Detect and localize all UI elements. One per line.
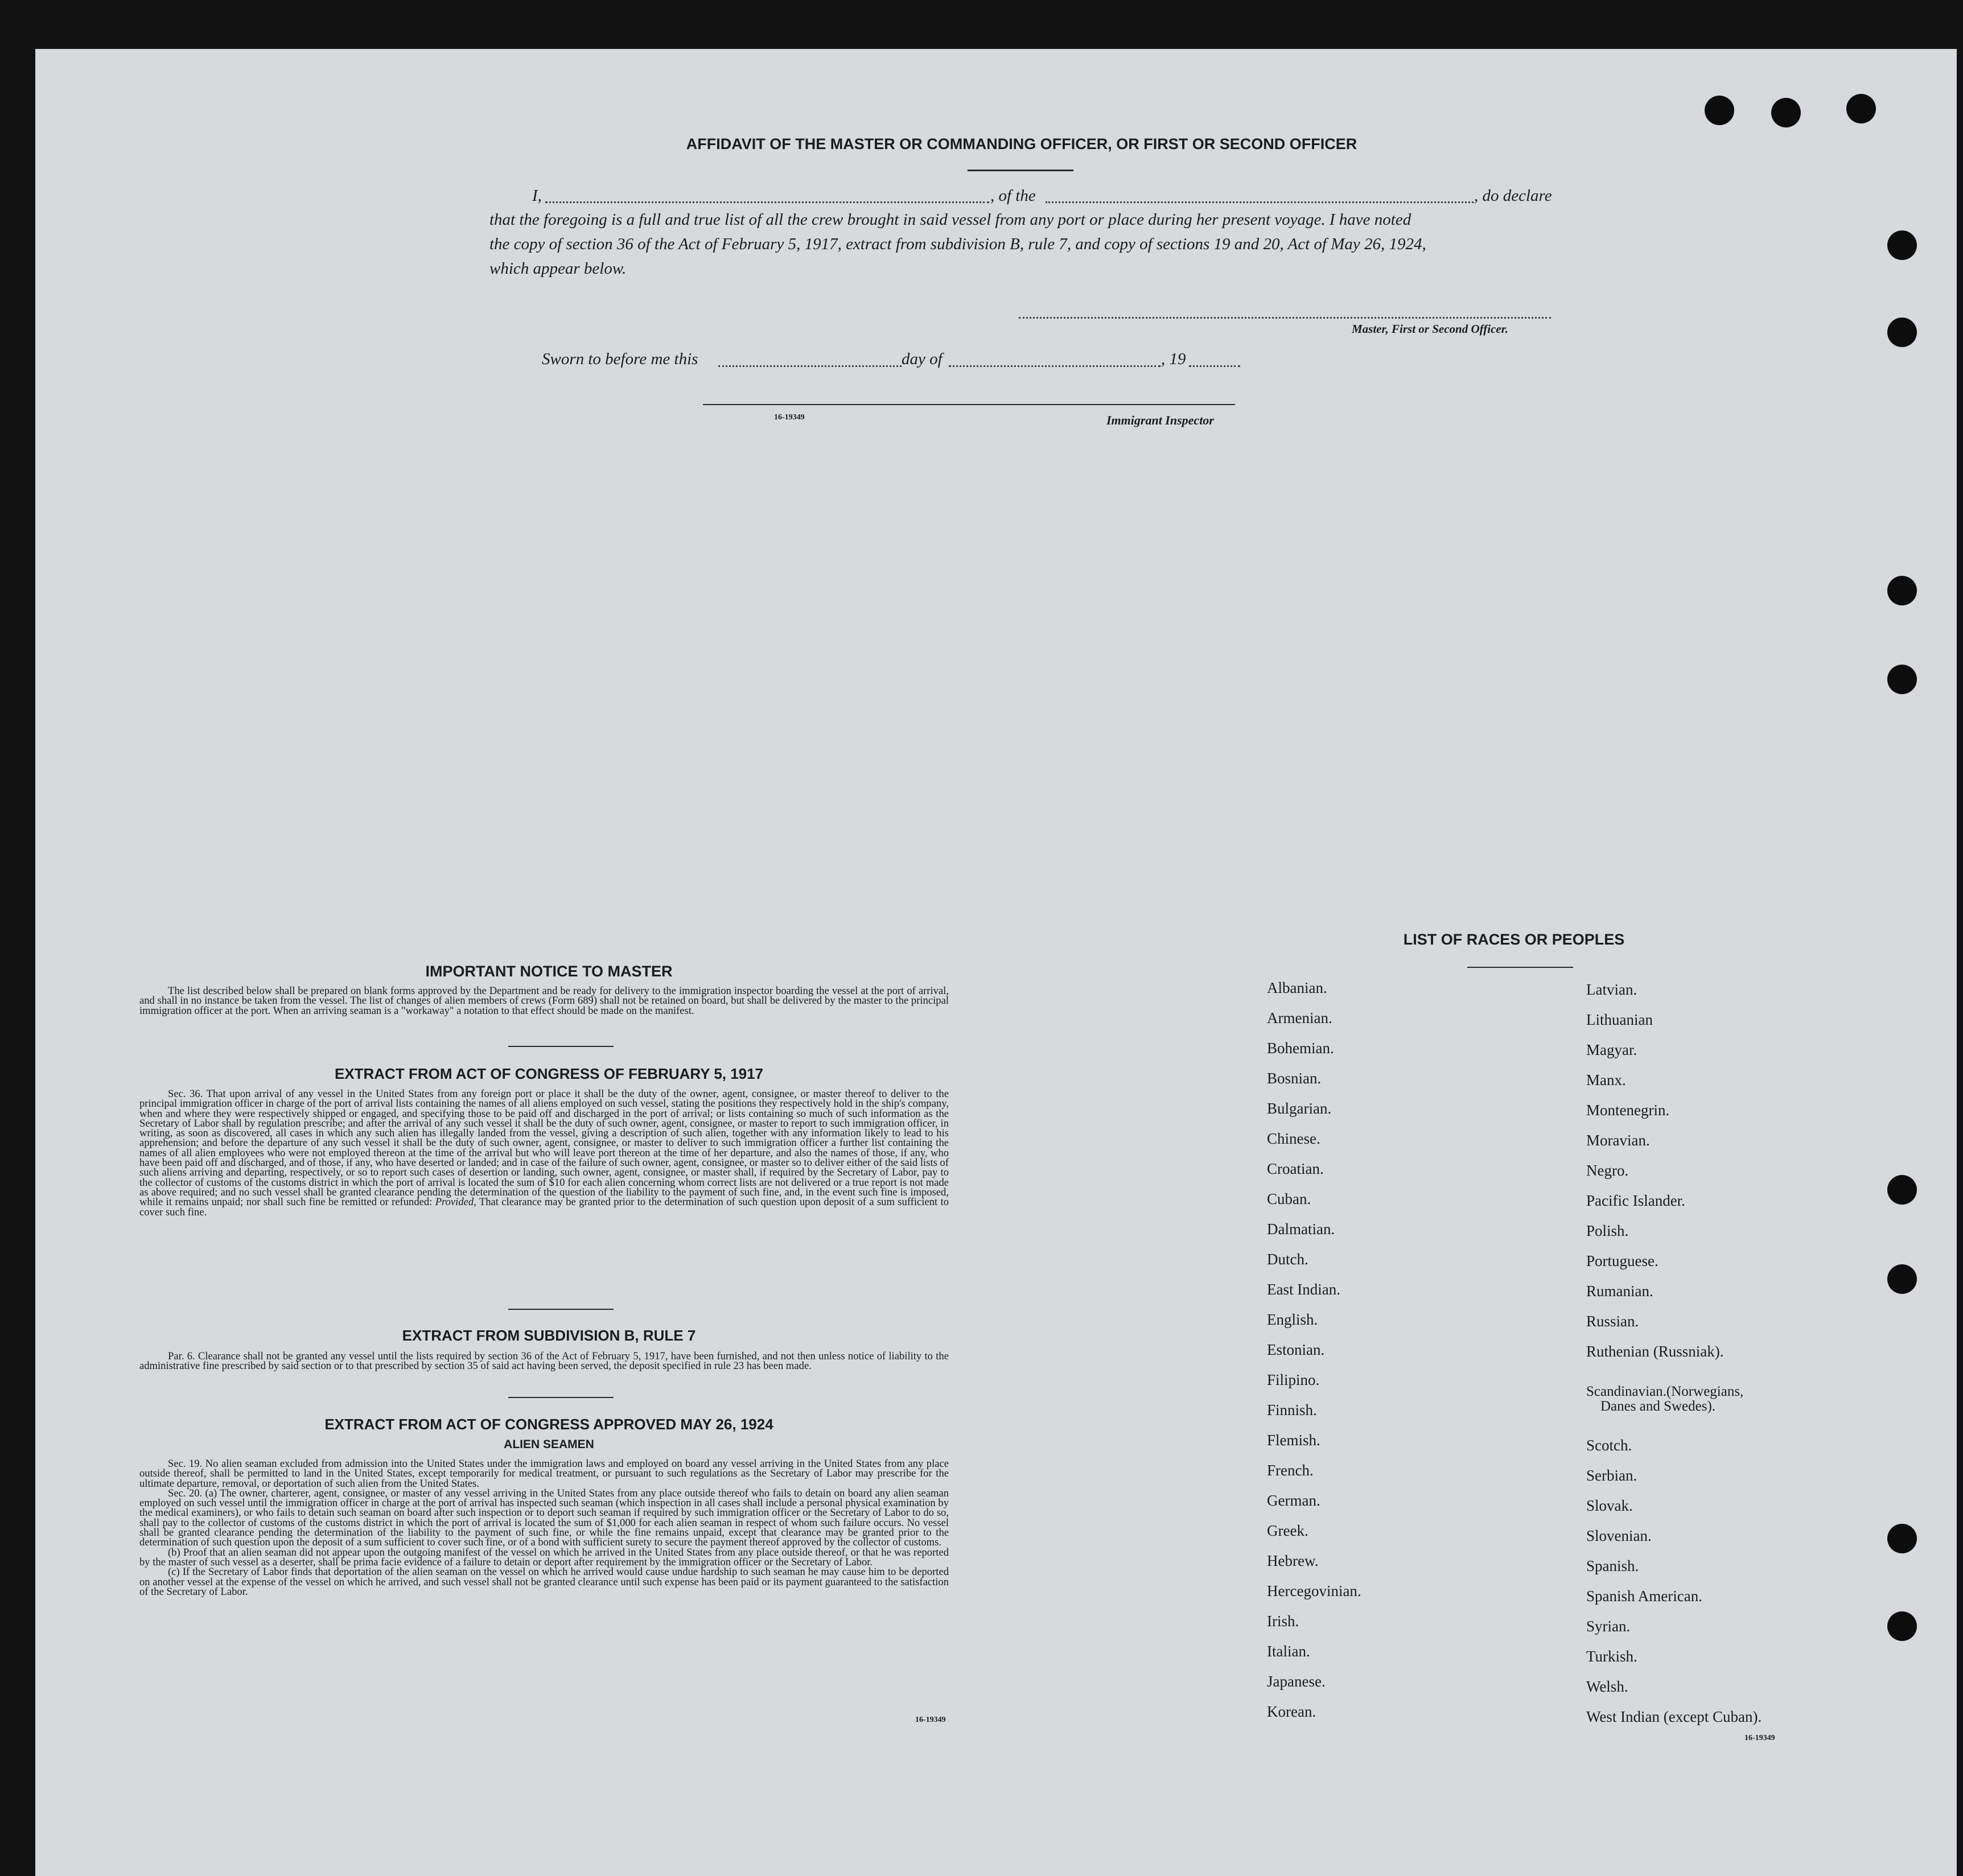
form-number-top: 16-19349: [774, 413, 805, 422]
race-item: Cuban.: [1267, 1190, 1311, 1207]
proviso-text: That clearance may be granted prior to the determination of such question upon deposit of a sum sufficient to cover such fine.: [139, 1196, 949, 1218]
sworn-year: , 19: [1161, 350, 1186, 368]
inspector-signature-line: [703, 404, 1235, 405]
race-item: Flemish.: [1267, 1432, 1320, 1449]
sworn-day-of: day of: [902, 350, 943, 368]
punch-hole: [1887, 1264, 1917, 1294]
race-item: Scotch.: [1586, 1437, 1632, 1454]
race-item: Turkish.: [1586, 1648, 1637, 1665]
race-item: Spanish.: [1586, 1557, 1639, 1574]
punch-hole: [1846, 94, 1876, 123]
punch-hole: [1887, 1611, 1917, 1641]
race-item: Rumanian.: [1586, 1283, 1653, 1300]
race-item: Serbian.: [1586, 1467, 1637, 1484]
race-item: Estonian.: [1267, 1341, 1325, 1358]
par-6-paragraph: Par. 6. Clearance shall not be granted any vessel until the lists required by section 36 of the Act of February 5, 1917, have been furnished, and not then unless notice of liability to the administrative fine prescribed by said section or to that prescribed by section 35 of said act having been served, the deposit specified in rule 23 has been made.: [139, 1350, 949, 1372]
race-item: Montenegrin.: [1586, 1102, 1670, 1119]
declaration-line-2: that the foregoing is a full and true list of all the crew brought in said vessel from any port or place during her present voyage. I have noted: [489, 211, 1411, 229]
inspector-label: Immigrant Inspector: [1106, 413, 1214, 427]
races-title: LIST OF RACES OR PEOPLES: [1403, 931, 1625, 948]
signature-blank: [1019, 317, 1551, 319]
section-divider: [508, 1397, 614, 1398]
declaration-line-3: the copy of section 36 of the Act of February 5, 1917, extract from subdivision B, rule 7, and copy of sections 19 and 20, Act of May 26, 1924,: [489, 235, 1426, 253]
sworn-month-blank: [949, 365, 1160, 367]
race-item: Pacific Islander.: [1586, 1192, 1685, 1209]
race-item: Bohemian.: [1267, 1040, 1334, 1057]
race-item: East Indian.: [1267, 1281, 1340, 1298]
race-item: Korean.: [1267, 1703, 1316, 1720]
race-item: Slovenian.: [1586, 1527, 1652, 1544]
punch-hole: [1771, 98, 1801, 127]
sworn-day-blank: [718, 365, 902, 367]
punch-hole: [1887, 1524, 1917, 1553]
notice-title: IMPORTANT NOTICE TO MASTER: [425, 963, 673, 980]
vessel-blank: [1046, 201, 1474, 203]
race-item: Polish.: [1586, 1222, 1629, 1239]
race-item: Slovak.: [1586, 1497, 1633, 1514]
race-item: Welsh.: [1586, 1678, 1628, 1695]
race-item: West Indian (except Cuban).: [1586, 1708, 1762, 1725]
sec-19-paragraph: Sec. 19. No alien seaman excluded from admission into the United States under the immigration laws and employed on board any vessel arriving in the United States from any place outside thereof, shall be permitted to land in the United States, except temporarily for medical treatment, or pursuant to such regulations as the Secretary of Labor may prescribe for the ultimate departure, removal, or deportation of such alien from the United States.: [139, 1458, 949, 1490]
sec-36-paragraph: [139, 1089, 949, 1217]
race-item: Hercegovinian.: [1267, 1582, 1361, 1599]
race-item: Russian.: [1586, 1313, 1639, 1330]
race-item: Hebrew.: [1267, 1552, 1319, 1569]
signature-label: Master, First or Second Officer.: [1352, 322, 1508, 336]
race-item: Bosnian.: [1267, 1070, 1322, 1087]
section-divider: [508, 1309, 614, 1310]
rule-7-text: [139, 1351, 949, 1371]
punch-hole: [1887, 318, 1917, 347]
race-item: Danes and Swedes).: [1600, 1399, 1716, 1414]
extract-1924-title: EXTRACT FROM ACT OF CONGRESS APPROVED MAY 26, 1924: [324, 1416, 773, 1433]
form-number-left: 16-19349: [915, 1716, 946, 1724]
notice-paragraph: The list described below shall be prepared on blank forms approved by the Department and be ready for delivery to the immigration inspector boarding the vessel at the port of arrival, and shall in no instance be taken from the vessel. The list of changes of alien members of crews (Form 689) shall not be retained on board, but shall be delivered by the master to the principal immigration officer at the port. When an arriving seaman is a "workaway" a notation to that effect should be made on the manifest.: [139, 985, 949, 1017]
declaration-of: , of the: [990, 187, 1036, 205]
punch-hole: [1887, 230, 1917, 260]
race-item: Irish.: [1267, 1613, 1299, 1630]
race-item: Chinese.: [1267, 1130, 1320, 1147]
race-item: Bulgarian.: [1267, 1100, 1332, 1117]
race-item: Armenian.: [1267, 1009, 1332, 1026]
race-item: Albanian.: [1267, 979, 1327, 996]
race-item: Magyar.: [1586, 1041, 1637, 1058]
race-item: Dalmatian.: [1267, 1221, 1335, 1238]
notice-text: [139, 986, 949, 1016]
race-item: Lithuanian: [1586, 1011, 1653, 1028]
declaration-i: I,: [532, 187, 542, 205]
race-item: German.: [1267, 1492, 1320, 1509]
punch-hole: [1887, 576, 1917, 605]
punch-hole: [1887, 1175, 1917, 1205]
race-item: Filipino.: [1267, 1371, 1320, 1388]
sworn-year-blank: [1189, 365, 1240, 367]
punch-hole: [1887, 665, 1917, 694]
form-number-right: 16-19349: [1744, 1734, 1775, 1742]
sec-20b-paragraph: (b) Proof that an alien seaman did not appear upon the outgoing manifest of the vessel on which he arrived in the United States from any place outside thereof, or that he was reported by the master of such vessel as a deserter, shall be prima facie evidence of a failure to detain or deport after requirement by the immigration officer or the Secretary of Labor.: [139, 1546, 949, 1568]
race-item: Negro.: [1586, 1162, 1629, 1179]
race-item: Greek.: [1267, 1522, 1308, 1539]
sec-36-text: Sec. 36. That upon arrival of any vessel in the United States from any foreign port or place it shall be the duty of the owner, agent, consignee, or master thereof to deliver to the principal immigration officer in charge of the port of arrival lists containing the names of all aliens employed on such vessel, stating the positions they respectively hold in the ship's company, when and where they were respectively shipped or engaged, and specifying those to be paid off and discharged in the port of arrival; or lists containing so much of such information as the Secretary of Labor shall by regulation prescribe; and after the arrival of any such vessel it shall be the duty of such owner, agent, consignee, or master to report to such immigration officer, in writing, as soon as discovered, all cases in which any such alien has illegally landed from the vessel, giving a description of such alien, together with any information likely to lead to his apprehension; and before the departure of any such vessel it shall be the duty of such owner, agent, consignee, or master to deliver to such immigration officer a further list containing the names of all alien employees who were not employed thereon at the time of the arrival but who will leave port thereon at the time of her departure, and also the names of those, if any, who have been paid off and discharged, and of those, if any, who have deserted or landed; and in case of the failure of such owner, agent, consignee, or master so to deliver either of the said lists of such aliens arriving and departing, respectively, or so to report such cases of desertion or landing, such owner, agent, consignee, or master shall, if required by the Secretary of Labor, pay to the collector of customs of the customs district in which the port of arrival is located the sum of $10 for each alien concerning whom correct lists are not delivered or a true report is not made as above required; and no such vessel shall be granted clearance pending the determination of the question of the liability to the payment of such fine, and, in the event such fine is imposed, while it remains unpaid; nor shall such fine be remitted or refunded:: [139, 1088, 949, 1209]
affidavit-title: AFFIDAVIT OF THE MASTER OR COMMANDING OFFICER, OR FIRST OR SECOND OFFICER: [686, 135, 1357, 152]
extract-1917-text: [139, 1089, 949, 1217]
declaration-line-4: which appear below.: [489, 259, 627, 278]
race-item: Japanese.: [1267, 1673, 1326, 1690]
sec-20a-paragraph: Sec. 20. (a) The owner, charterer, agent, consignee, or master of any vessel arriving in the United States from any place outside thereof who fails to detain on board any alien seaman employed on such vessel until the immigration officer in charge at the port of arrival has inspected such seaman (which inspection in all cases shall include a personal physical examination by the medical examiners), or who fails to detain such seaman on board after such inspection or to deport such seaman if required by such immigration officer or the Secretary of Labor to do so, shall pay to the collector of customs of the customs district in which the port of arrival is located the sum of $1,000 for each alien seaman in respect of whom such failure occurs. No vessel shall be granted clearance pending the determination of the liability to the payment of such fine, or while the fine remains unpaid, except that clearance may be granted prior to the determination of such question upon the deposit of a sum sufficient to cover such fine, or of a bond with sufficient surety to secure the payment thereof approved by the collector of customs.: [139, 1487, 949, 1549]
race-item: Scandinavian.(Norwegians,: [1586, 1384, 1744, 1399]
race-item: Italian.: [1267, 1643, 1310, 1660]
race-item: Syrian.: [1586, 1618, 1631, 1635]
proviso-word: Provided,: [435, 1196, 476, 1209]
extract-1917-title: EXTRACT FROM ACT OF CONGRESS OF FEBRUARY 5, 1917: [334, 1065, 764, 1082]
races-title-underline: [1467, 967, 1573, 968]
section-divider: [508, 1046, 614, 1047]
sec-20c-paragraph: (c) If the Secretary of Labor finds that deportation of the alien seaman on the vessel on which he arrived would cause undue hardship to such seaman he may cause him to be deported on another vessel at the expense of the vessel on which he arrived, and such vessel shall not be granted clearance until such expense has been paid or its payment guaranteed to the satisfaction of the Secretary of Labor.: [139, 1566, 949, 1598]
extract-1924-text: [139, 1459, 949, 1597]
rule-7-title: EXTRACT FROM SUBDIVISION B, RULE 7: [402, 1327, 696, 1344]
race-item: Finnish.: [1267, 1401, 1317, 1419]
race-item: Portuguese.: [1586, 1252, 1659, 1269]
race-item: French.: [1267, 1462, 1314, 1479]
race-item: Latvian.: [1586, 981, 1637, 998]
race-item: Ruthenian (Russniak).: [1586, 1343, 1724, 1360]
name-blank: [545, 201, 989, 203]
declaration-declare: , do declare: [1474, 187, 1552, 205]
race-item: Moravian.: [1586, 1132, 1650, 1149]
title-underline: [968, 170, 1073, 171]
punch-hole: [1705, 96, 1734, 125]
race-item: Dutch.: [1267, 1251, 1308, 1268]
race-item: English.: [1267, 1311, 1318, 1328]
sworn-prefix: Sworn to before me this: [542, 350, 698, 368]
alien-seamen-subtitle: ALIEN SEAMEN: [504, 1438, 594, 1451]
race-item: Spanish American.: [1586, 1588, 1702, 1605]
race-item: Manx.: [1586, 1071, 1626, 1089]
race-item: Croatian.: [1267, 1160, 1324, 1177]
